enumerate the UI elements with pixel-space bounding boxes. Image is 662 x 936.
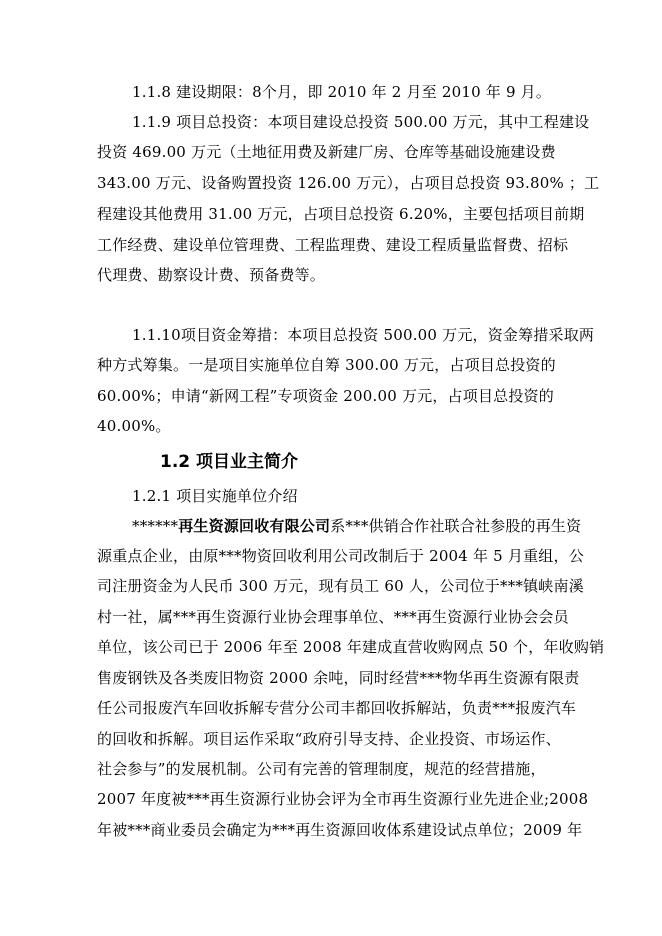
text-line: 年被***商业委员会确定为***再生资源回收体系建设试点单位；2009 年	[97, 821, 583, 839]
text-line: 工作经费、建设单位管理费、工程监理费、建设工程质量监督费、招标	[97, 236, 569, 254]
text-line: 代理费、勘察设计费、预备费等。	[97, 266, 326, 284]
text-line: 源重点企业，由原***物资回收利用公司改制后于 2004 年 5 月重组，公	[97, 547, 584, 565]
company-name: 再生资源回收有限公司	[178, 517, 331, 535]
text-line: 司注册资金为人民币 300 万元，现有员工 60 人，公司位于***镇峡南溪	[97, 577, 584, 595]
text-line: 村一社，属***再生资源行业协会理事单位、***再生资源行业协会会员	[97, 608, 569, 626]
text-line: 1.1.9 项目总投资：本项目建设总投资 500.00 万元，其中工程建设	[132, 113, 590, 131]
subsection-title: 1.2.1 项目实施单位介绍	[132, 487, 298, 505]
text-line: 60.00%；申请“新网工程”专项资金 200.00 万元，占项目总投资的	[97, 387, 554, 405]
text-line: 投资 469.00 万元（土地征用费及新建厂房、仓库等基础设施建设费	[97, 143, 556, 161]
text-line: 任公司报废汽车回收拆解专营分公司丰都回收拆解站，负责***报废汽车	[97, 699, 577, 717]
text-line: 社会参与”的发展机制。公司有完善的管理制度，规范的经营措施，	[97, 760, 546, 778]
text-line: 种方式筹集。一是项目实施单位自筹 300.00 万元，占项目总投资的	[97, 356, 556, 374]
text-line	[132, 517, 581, 535]
text-line: 40.00%。	[97, 417, 171, 435]
text-run: 系***供销合作社联合社参股的再生资	[330, 517, 582, 535]
text-line: 1.1.8 建设期限：8个月，即 2010 年 2 月至 2010 年 9 月。	[132, 83, 552, 101]
text-line: 单位，该公司已于 2006 年至 2008 年建成直营收购网点 50 个，年收购销	[97, 638, 605, 656]
text-line: 2007 年度被***再生资源行业协会评为全市再生资源行业先进企业;2008	[97, 790, 589, 808]
text-line: 1.1.10项目资金筹措：本项目总投资 500.00 万元，资金筹措采取两	[132, 326, 595, 344]
text-line: 的回收和拆解。项目运作采取“政府引导支持、企业投资、市场运作、	[97, 730, 561, 748]
redacted-prefix: ******	[132, 517, 179, 535]
section-heading: 1.2 项目业主简介	[160, 452, 299, 472]
text-line: 343.00 万元、设备购置投资 126.00 万元），占项目总投资 93.80% ；工	[97, 174, 600, 192]
text-line: 售废钢铁及各类废旧物资 2000 余吨，同时经营***物华再生资源有限责	[97, 669, 580, 687]
text-line: 程建设其他费用 31.00 万元，占项目总投资 6.20%，主要包括项目前期	[97, 205, 585, 223]
